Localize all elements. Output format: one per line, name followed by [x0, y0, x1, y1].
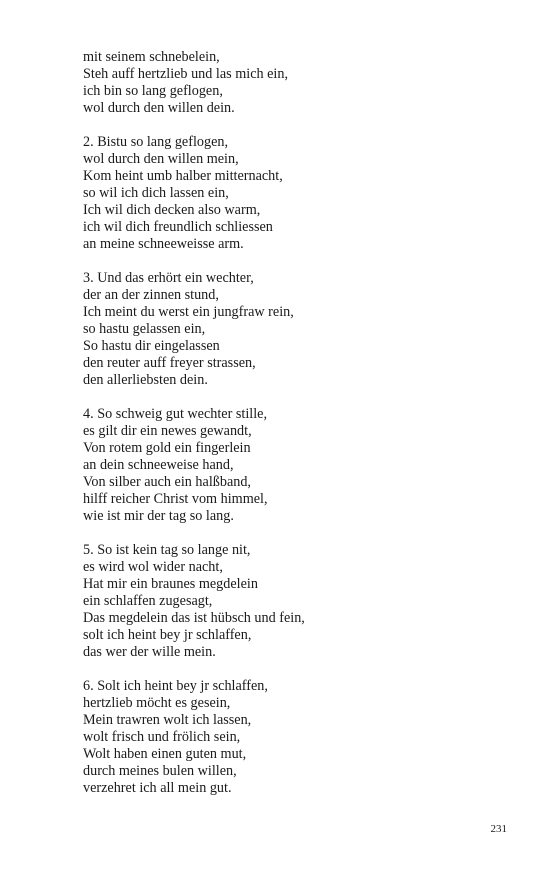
verse-line: Von silber auch ein halßband,	[83, 474, 251, 490]
verse-line: das wer der wille mein.	[83, 644, 216, 660]
page-number: 231	[490, 823, 507, 835]
verse-line: Mein trawren wolt ich lassen,	[83, 712, 252, 728]
stanza-4	[83, 406, 503, 525]
verse-line: Das megdelein das ist hübsch und fein,	[83, 610, 305, 626]
verse-line: wol durch den willen dein.	[83, 100, 235, 116]
verse-line: 3. Und das erhört ein wechter,	[83, 270, 254, 286]
verse-line: Ich meint du werst ein jungfraw rein,	[83, 304, 294, 320]
verse-line: es wird wol wider nacht,	[83, 559, 223, 575]
verse-line: 6. Solt ich heint bey jr schlaffen,	[83, 678, 268, 694]
stanza-2	[83, 134, 503, 253]
verse-line: Wolt haben einen guten mut,	[83, 746, 247, 762]
verse-line: ein schlaffen zugesagt,	[83, 593, 213, 609]
verse-line: wie ist mir der tag so lang.	[83, 508, 234, 524]
verse-line: den allerliebsten dein.	[83, 372, 208, 388]
verse-line: wolt frisch und frölich sein,	[83, 729, 241, 745]
verse-line: es gilt dir ein newes gewandt,	[83, 423, 252, 439]
verse-line: hilff reicher Christ vom himmel,	[83, 491, 268, 507]
verse-line: Von rotem gold ein fingerlein	[83, 440, 251, 456]
verse-line: solt ich heint bey jr schlaffen,	[83, 627, 252, 643]
verse-line: den reuter auff freyer strassen,	[83, 355, 256, 371]
verse-line: 4. So schweig gut wechter stille,	[83, 406, 268, 422]
poem-text	[83, 49, 503, 814]
verse-line: Hat mir ein braunes megdelein	[83, 576, 258, 592]
verse-line: so wil ich dich lassen ein,	[83, 185, 229, 201]
verse-line: an meine schneeweisse arm.	[83, 236, 244, 252]
verse-line: Ich wil dich decken also warm,	[83, 202, 261, 218]
stanza-5	[83, 542, 503, 661]
verse-line: so hastu gelassen ein,	[83, 321, 206, 337]
verse-line: ich bin so lang geflogen,	[83, 83, 223, 99]
verse-line: hertzlieb möcht es gesein,	[83, 695, 231, 711]
verse-line: ich wil dich freundlich schliessen	[83, 219, 273, 235]
verse-line: Steh auff hertzlieb und las mich ein,	[83, 66, 289, 82]
verse-line: der an der zinnen stund,	[83, 287, 219, 303]
verse-line: 2. Bistu so lang geflogen,	[83, 134, 229, 150]
verse-line: wol durch den willen mein,	[83, 151, 239, 167]
verse-line: an dein schneeweise hand,	[83, 457, 234, 473]
verse-line: durch meines bulen willen,	[83, 763, 237, 779]
verse-line: verzehret ich all mein gut.	[83, 780, 232, 796]
verse-line: 5. So ist kein tag so lange nit,	[83, 542, 251, 558]
stanza-fragment	[83, 49, 503, 117]
stanza-6	[83, 678, 503, 797]
stanza-3	[83, 270, 503, 389]
verse-line: Kom heint umb halber mitternacht,	[83, 168, 283, 184]
verse-line: So hastu dir eingelassen	[83, 338, 220, 354]
verse-line: mit seinem schnebelein,	[83, 49, 220, 65]
